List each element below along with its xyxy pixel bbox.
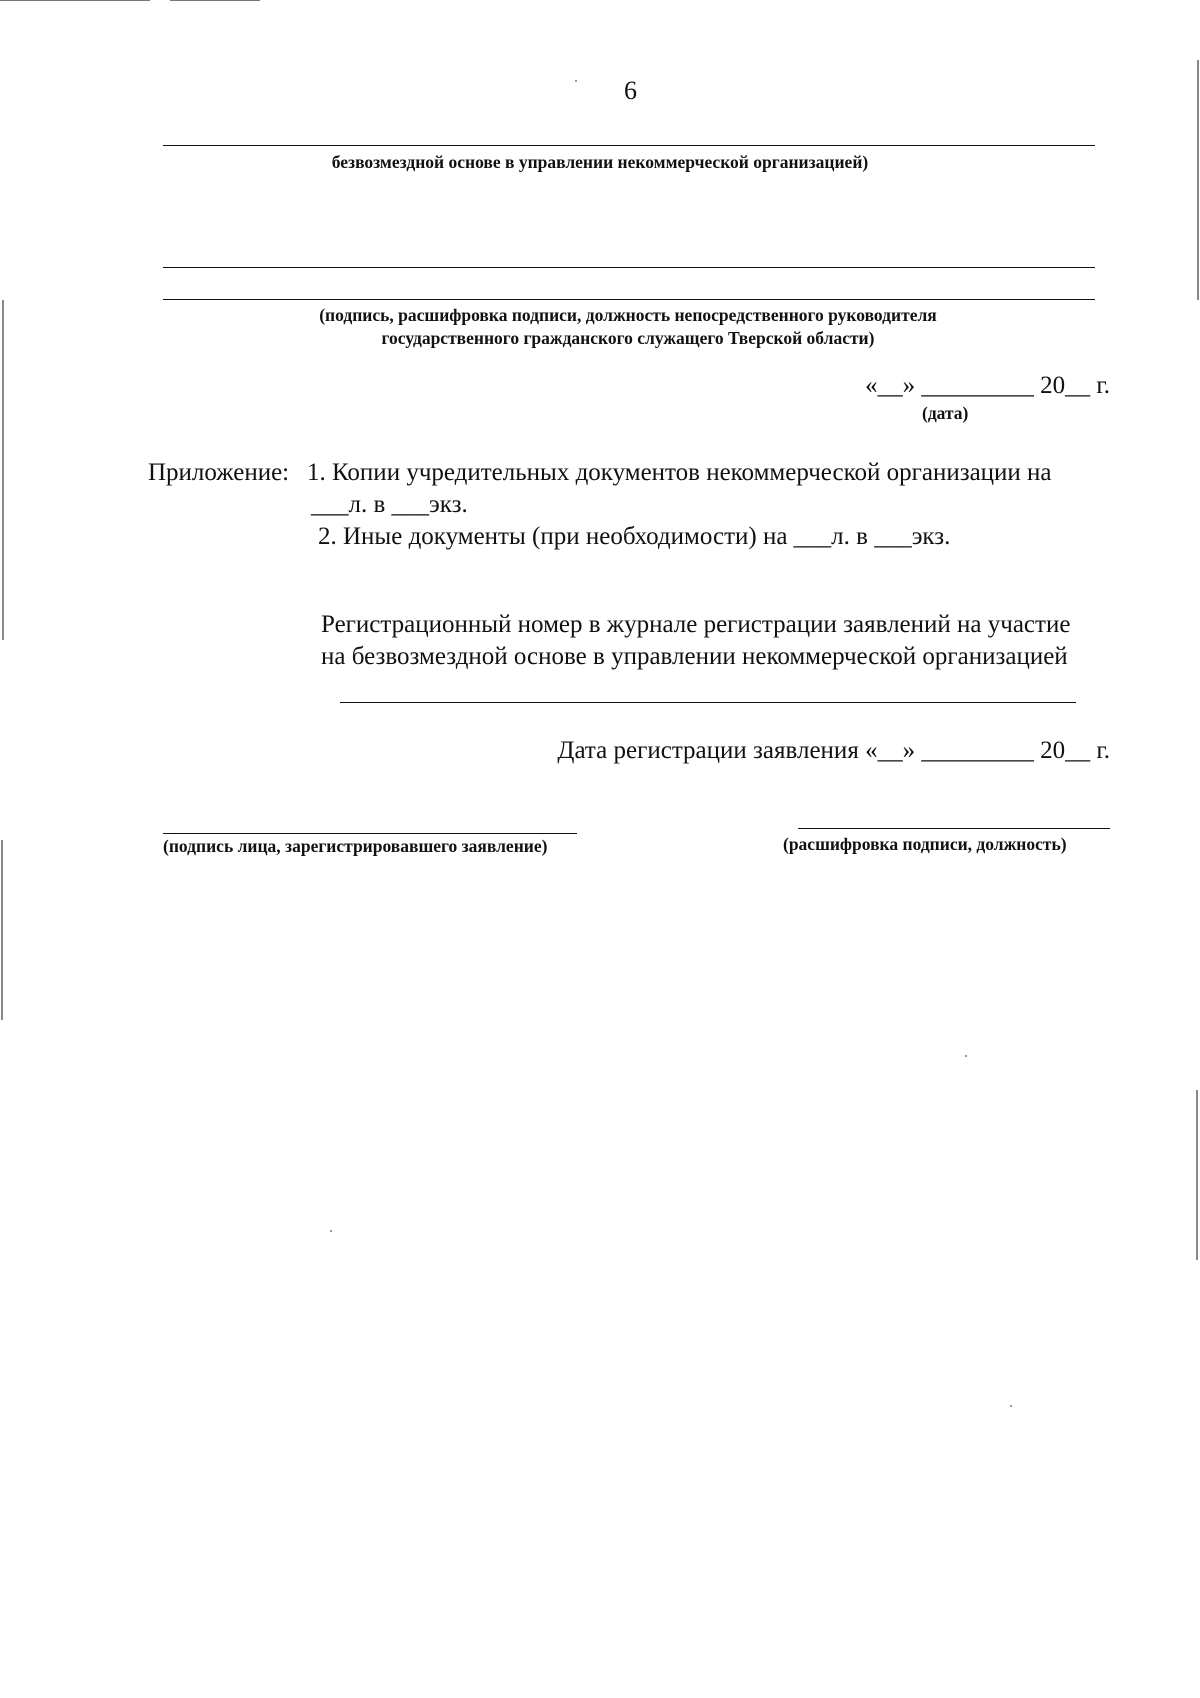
scan-speck bbox=[330, 1230, 332, 1232]
registration-number-line bbox=[340, 702, 1076, 703]
scan-edge-mark bbox=[0, 0, 150, 1]
supervisor-caption-line1: (подпись, расшифровка подписи, должность непосредственного руководителя bbox=[319, 305, 937, 325]
attachments-label: Приложение: bbox=[148, 459, 290, 486]
attachment-item-2: 2. Иные документы (при необходимости) на ___л. в ___экз. bbox=[318, 523, 951, 550]
registration-text-line2: на безвозмездной основе в управлении некоммерческой организацией bbox=[321, 643, 1068, 670]
registration-text-line1: Регистрационный номер в журнале регистрации заявлений на участие bbox=[321, 611, 1071, 638]
scan-edge-mark bbox=[2, 300, 4, 640]
scan-edge-mark bbox=[170, 0, 260, 1]
underline bbox=[163, 267, 1095, 268]
attachment-item-1-line2: ___л. в ___экз. bbox=[311, 491, 468, 518]
date-field: «__» _________ 20__ г. bbox=[865, 372, 1110, 399]
header-caption: безвозмездной основе в управлении некоммерческой организацией) bbox=[331, 152, 869, 172]
scan-speck bbox=[965, 1055, 967, 1057]
underline bbox=[163, 145, 1095, 146]
signature-line-left bbox=[163, 833, 577, 834]
underline bbox=[163, 299, 1095, 300]
scan-edge-mark bbox=[1196, 1090, 1198, 1260]
scan-edge-mark bbox=[1197, 60, 1199, 300]
supervisor-caption-line2: государственного гражданского служащего Тверской области) bbox=[381, 328, 875, 348]
scan-speck bbox=[1010, 1405, 1012, 1407]
scan-edge-mark bbox=[1, 840, 3, 1020]
date-caption: (дата) bbox=[922, 403, 969, 423]
scan-speck bbox=[575, 80, 577, 82]
signature-caption-left: (подпись лица, зарегистрировавшего заявление) bbox=[163, 836, 548, 856]
page-number: 6 bbox=[624, 76, 637, 105]
signature-line-right bbox=[798, 828, 1110, 829]
registration-date: Дата регистрации заявления «__» _________ 20__ г. bbox=[557, 737, 1110, 764]
signature-caption-right: (расшифровка подписи, должность) bbox=[783, 834, 1067, 854]
attachment-item-1-line1: 1. Копии учредительных документов некоммерческой организации на bbox=[307, 459, 1052, 486]
